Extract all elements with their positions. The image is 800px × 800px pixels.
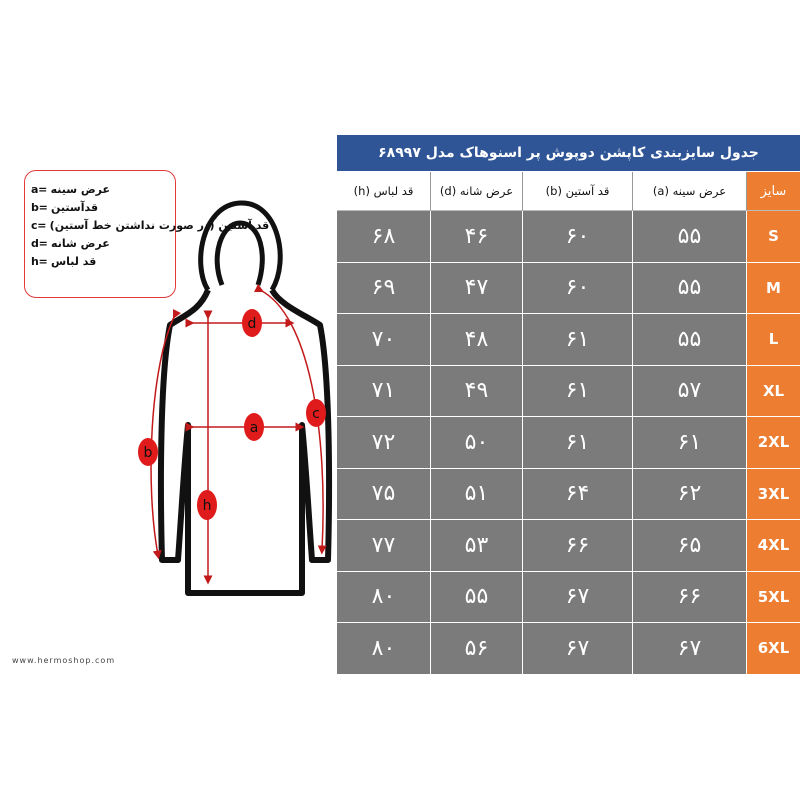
cell-length: ۷۷ [337, 520, 431, 572]
cell-chest: ۶۲ [633, 469, 747, 521]
legend-row-d: d= عرض شانه [31, 237, 110, 250]
cell-length: ۷۰ [337, 314, 431, 366]
cell-sleeve: ۶۰ [523, 211, 633, 263]
svg-text:c: c [312, 406, 320, 422]
svg-text:b: b [143, 445, 153, 461]
cell-length: ۸۰ [337, 572, 431, 624]
cell-length: ۶۸ [337, 211, 431, 263]
site-watermark: www.hermoshop.com [12, 656, 116, 665]
cell-size: L [747, 314, 800, 366]
marker-d [242, 309, 262, 337]
cell-size: 6XL [747, 623, 800, 675]
header-chest: عرض سینه (a) [633, 172, 747, 211]
cell-shoulder: ۴۸ [431, 314, 523, 366]
body-outline [161, 290, 329, 593]
cell-chest: ۶۵ [633, 520, 747, 572]
cell-size: 2XL [747, 417, 800, 469]
cell-chest: ۵۵ [633, 211, 747, 263]
cell-sleeve: ۶۷ [523, 623, 633, 675]
cell-shoulder: ۵۱ [431, 469, 523, 521]
jacket-diagram [130, 185, 340, 615]
cell-shoulder: ۵۶ [431, 623, 523, 675]
header-length: قد لباس (h) [337, 172, 431, 211]
svg-text:a: a [249, 420, 259, 436]
jacket-outline-svg [130, 185, 340, 615]
header-size: سایز [747, 172, 800, 211]
cell-shoulder: ۴۹ [431, 366, 523, 418]
svg-text:d: d [247, 316, 257, 332]
legend-row-b: b= قدآستین [31, 201, 99, 214]
cell-shoulder: ۵۰ [431, 417, 523, 469]
cell-sleeve: ۶۱ [523, 417, 633, 469]
size-chart-table [337, 135, 800, 675]
cell-chest: ۵۵ [633, 263, 747, 315]
cell-sleeve: ۶۰ [523, 263, 633, 315]
hood-outline [201, 203, 281, 290]
cell-sleeve: ۶۱ [523, 366, 633, 418]
cell-size: 4XL [747, 520, 800, 572]
cell-shoulder: ۵۳ [431, 520, 523, 572]
marker-b [138, 438, 158, 466]
header-sleeve: قد آستین (b) [523, 172, 633, 211]
table-body [337, 211, 800, 675]
hood-inner-outline [217, 223, 262, 285]
cell-chest: ۵۵ [633, 314, 747, 366]
cell-length: ۷۱ [337, 366, 431, 418]
table-grid [337, 172, 800, 211]
legend-row-h: h= قد لباس [31, 255, 97, 268]
cell-length: ۷۲ [337, 417, 431, 469]
cell-sleeve: ۶۶ [523, 520, 633, 572]
cell-shoulder: ۴۶ [431, 211, 523, 263]
table-title: جدول سایزبندی کاپشن دوپوش پر اسنوهاک مدل ۶۸۹۹۷ [337, 135, 800, 172]
cell-chest: ۶۶ [633, 572, 747, 624]
cell-shoulder: ۵۵ [431, 572, 523, 624]
cell-sleeve: ۶۷ [523, 572, 633, 624]
cell-chest: ۶۱ [633, 417, 747, 469]
cell-chest: ۶۷ [633, 623, 747, 675]
marker-a [244, 413, 264, 441]
cell-sleeve: ۶۱ [523, 314, 633, 366]
cell-size: S [747, 211, 800, 263]
cell-sleeve: ۶۴ [523, 469, 633, 521]
cell-size: 5XL [747, 572, 800, 624]
cell-shoulder: ۴۷ [431, 263, 523, 315]
svg-text:h: h [202, 498, 212, 514]
cell-size: 3XL [747, 469, 800, 521]
marker-c [306, 399, 326, 427]
cell-length: ۸۰ [337, 623, 431, 675]
cell-size: M [747, 263, 800, 315]
cell-length: ۶۹ [337, 263, 431, 315]
cell-length: ۷۵ [337, 469, 431, 521]
legend-row-a: a= عرض سینه [31, 183, 111, 196]
legend-row-c: c= قد آستین (در صورت نداشتن خط آستین) [31, 219, 270, 232]
cell-size: XL [747, 366, 800, 418]
marker-h [197, 490, 217, 520]
cell-chest: ۵۷ [633, 366, 747, 418]
header-shoulder: عرض شانه (d) [431, 172, 523, 211]
